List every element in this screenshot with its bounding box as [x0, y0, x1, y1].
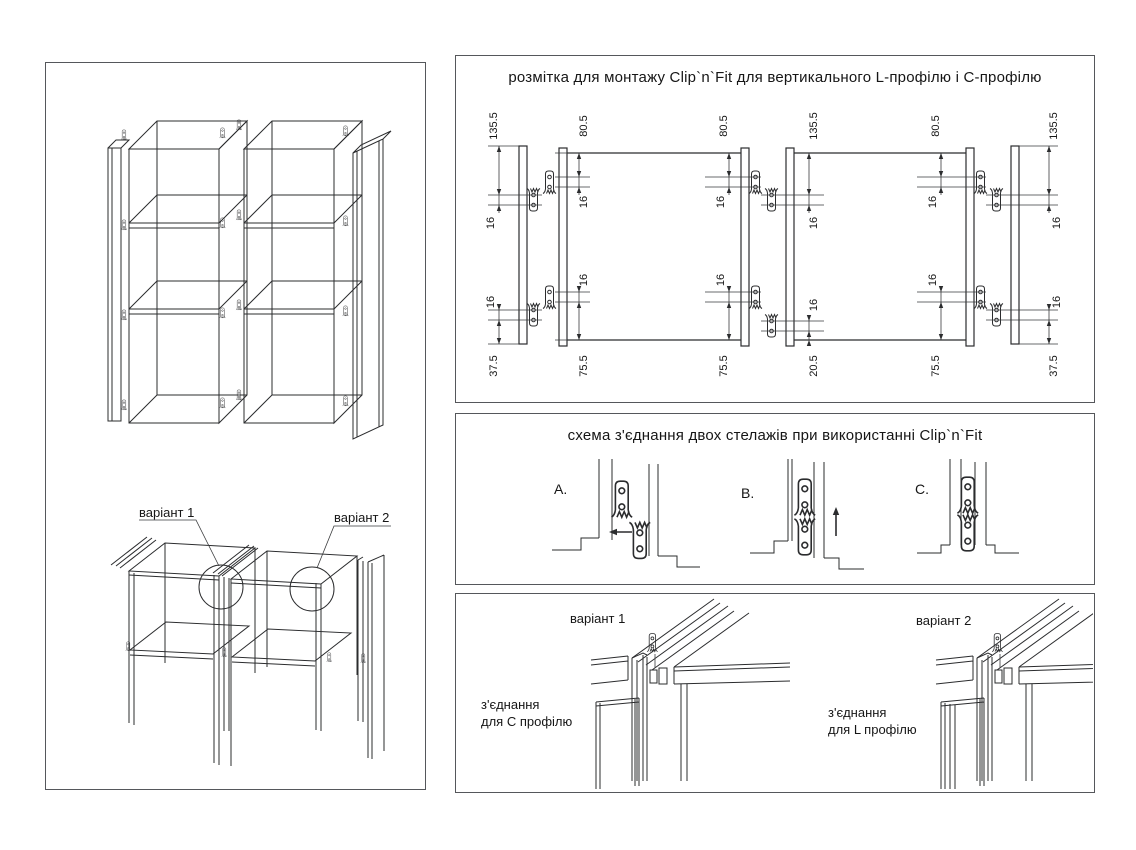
svg-text:75.5: 75.5 — [578, 355, 590, 377]
step-c-drawing — [917, 459, 1019, 553]
step-a-label: A. — [554, 481, 568, 497]
variant2-label: варіант 2 — [334, 510, 390, 525]
dimension-lines — [488, 146, 1058, 346]
svg-text:16: 16 — [927, 195, 939, 209]
shelving-overview-panel — [45, 62, 426, 790]
connection-steps-drawing — [456, 414, 1093, 583]
svg-text:16: 16 — [715, 273, 727, 287]
svg-text:37.5: 37.5 — [488, 355, 500, 377]
variant1-leader-line — [139, 520, 219, 566]
svg-text:80.5: 80.5 — [718, 115, 730, 137]
exploded-shelving-top-view — [108, 120, 391, 439]
joint-variants-drawing — [456, 594, 1093, 791]
svg-text:16: 16 — [927, 273, 939, 287]
variant2-callout-circle — [290, 567, 334, 611]
svg-text:75.5: 75.5 — [930, 355, 942, 377]
svg-text:135.5: 135.5 — [1048, 112, 1060, 140]
step-b-label: B. — [741, 485, 755, 501]
marking-dimension-drawing — [456, 56, 1093, 401]
svg-text:37.5: 37.5 — [1048, 355, 1060, 377]
joint-variant2-caption: з'єднання для L профілю — [828, 705, 917, 737]
joint-variants-panel — [455, 593, 1095, 793]
joined-shelving-bottom-view — [111, 520, 391, 766]
variant2-leader-line — [317, 526, 391, 568]
svg-text:16: 16 — [578, 273, 590, 287]
svg-text:16: 16 — [485, 295, 497, 309]
step-b-drawing — [750, 459, 864, 569]
joint-variant2-label: варіант 2 — [916, 613, 972, 628]
svg-text:135.5: 135.5 — [808, 112, 820, 140]
connection-scheme-panel — [455, 413, 1095, 585]
scheme-panel-title: схема з'єднання двох стелажів при використанні Clip`n`Fit — [567, 427, 983, 444]
svg-text:135.5: 135.5 — [488, 112, 500, 140]
step-c-label: C. — [915, 481, 929, 497]
svg-text:16: 16 — [1051, 295, 1063, 309]
marking-panel-title: розмітка для монтажу Clip`n`Fit для вертикального L-профілю і С-профілю — [508, 69, 1042, 86]
svg-text:16: 16 — [808, 298, 820, 312]
svg-text:16: 16 — [715, 195, 727, 209]
variant1-label: варіант 1 — [139, 505, 195, 520]
svg-text:16: 16 — [808, 216, 820, 230]
svg-text:16: 16 — [1051, 216, 1063, 230]
svg-text:16: 16 — [485, 216, 497, 230]
shelving-isometric-drawing — [46, 63, 424, 788]
svg-text:20.5: 20.5 — [808, 355, 820, 377]
step-a-drawing — [552, 459, 700, 567]
svg-text:16: 16 — [578, 195, 590, 209]
variant1-joint-drawing — [591, 599, 790, 789]
joint-variant1-label: варіант 1 — [570, 611, 626, 626]
marking-layout-panel — [455, 55, 1095, 403]
svg-text:80.5: 80.5 — [578, 115, 590, 137]
joint-variant1-caption: з'єднання для С профілю — [481, 697, 573, 729]
svg-text:75.5: 75.5 — [718, 355, 730, 377]
svg-text:80.5: 80.5 — [930, 115, 942, 137]
